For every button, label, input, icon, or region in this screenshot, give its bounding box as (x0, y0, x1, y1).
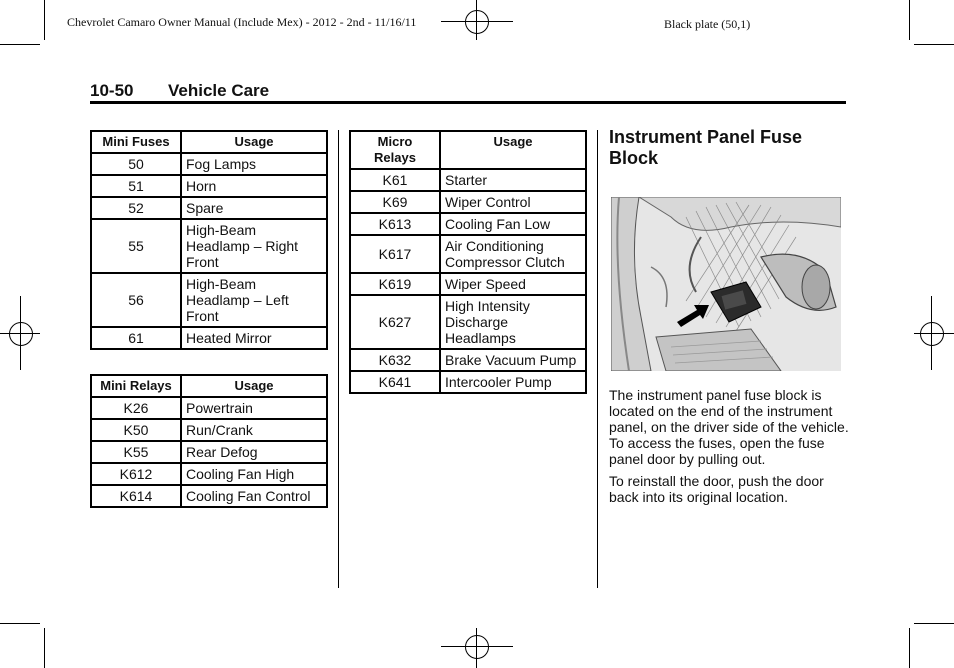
table-row (91, 463, 327, 485)
table-row (91, 175, 327, 197)
column-divider (597, 130, 598, 588)
crop-mark (44, 628, 45, 668)
table-header-row (91, 131, 327, 153)
table-header-row (91, 375, 327, 397)
crop-mark (0, 44, 40, 45)
relay-usage: High Intensity Discharge Headlamps (440, 295, 586, 349)
instrument-panel-paragraph: To reinstall the door, push the door back into its original location. (609, 473, 824, 505)
fuse-usage: High-Beam Headlamp – Left Front (181, 273, 327, 327)
crop-mark (909, 0, 910, 40)
table-row (350, 295, 586, 349)
table-row (91, 219, 327, 273)
mini-fuses-table (90, 130, 328, 350)
table-row (91, 197, 327, 219)
fuse-id: 52 (91, 197, 181, 219)
table-row (91, 153, 327, 175)
column-header: Usage (181, 375, 327, 397)
page-number: 10-50 (90, 81, 134, 100)
table-header-row (350, 131, 586, 169)
fuse-usage: High-Beam Headlamp – Right Front (181, 219, 327, 273)
fuse-usage: Horn (181, 175, 327, 197)
crop-mark (914, 44, 954, 45)
plate-info: Black plate (50,1) (664, 17, 751, 31)
fuse-usage: Heated Mirror (181, 327, 327, 349)
table-row (91, 441, 327, 463)
document-info: Chevrolet Camaro Owner Manual (Include Mex) - 2012 - 2nd - 11/16/11 (67, 15, 417, 29)
registration-circle (9, 322, 33, 346)
relay-id: K627 (350, 295, 440, 349)
column-header: Mini Fuses (91, 131, 181, 153)
relay-id: K50 (91, 419, 181, 441)
relay-usage: Cooling Fan High (181, 463, 327, 485)
instrument-panel-paragraph: The instrument panel fuse block is located on the end of the instrument panel, on the driver side of the vehicle. To access the fuses, open the fuse panel door by pulling out. (609, 387, 849, 467)
relay-usage: Air Conditioning Compressor Clutch (440, 235, 586, 273)
relay-id: K614 (91, 485, 181, 507)
relay-id: K69 (350, 191, 440, 213)
column-divider (338, 130, 339, 588)
section-heading (90, 81, 269, 101)
fuse-id: 61 (91, 327, 181, 349)
mini-relays-table (90, 374, 328, 508)
table-row (91, 397, 327, 419)
crop-mark (0, 623, 40, 624)
relay-id: K617 (350, 235, 440, 273)
relay-usage: Cooling Fan Low (440, 213, 586, 235)
table-row (350, 191, 586, 213)
table-row (350, 169, 586, 191)
relay-id: K612 (91, 463, 181, 485)
crop-mark (909, 628, 910, 668)
crop-mark (44, 0, 45, 40)
relay-usage: Starter (440, 169, 586, 191)
fuse-id: 51 (91, 175, 181, 197)
registration-circle (920, 322, 944, 346)
fuse-id: 56 (91, 273, 181, 327)
relay-id: K26 (91, 397, 181, 419)
relay-id: K61 (350, 169, 440, 191)
micro-relays-table (349, 130, 587, 394)
relay-id: K55 (91, 441, 181, 463)
fuse-id: 50 (91, 153, 181, 175)
relay-id: K641 (350, 371, 440, 393)
fuse-usage: Spare (181, 197, 327, 219)
relay-usage: Rear Defog (181, 441, 327, 463)
relay-usage: Intercooler Pump (440, 371, 586, 393)
section-rule (90, 101, 846, 104)
table-row (350, 349, 586, 371)
relay-usage: Cooling Fan Control (181, 485, 327, 507)
crop-mark (914, 623, 954, 624)
column-header: Micro Relays (350, 131, 440, 169)
relay-usage: Run/Crank (181, 419, 327, 441)
column-header: Mini Relays (91, 375, 181, 397)
table-row (91, 327, 327, 349)
fuse-block-location-illustration (611, 197, 841, 371)
relay-usage: Powertrain (181, 397, 327, 419)
column-header: Usage (181, 131, 327, 153)
instrument-panel-heading: Instrument Panel Fuse Block (609, 127, 803, 168)
table-row (350, 235, 586, 273)
registration-circle (465, 635, 489, 659)
table-row (350, 273, 586, 295)
fuse-usage: Fog Lamps (181, 153, 327, 175)
relay-usage: Wiper Speed (440, 273, 586, 295)
relay-usage: Brake Vacuum Pump (440, 349, 586, 371)
relay-id: K613 (350, 213, 440, 235)
fuse-id: 55 (91, 219, 181, 273)
table-row (91, 273, 327, 327)
column-header: Usage (440, 131, 586, 169)
relay-usage: Wiper Control (440, 191, 586, 213)
section-title: Vehicle Care (168, 81, 270, 100)
relay-id: K619 (350, 273, 440, 295)
table-row (91, 485, 327, 507)
registration-circle (465, 10, 489, 34)
table-row (350, 213, 586, 235)
relay-id: K632 (350, 349, 440, 371)
table-row (91, 419, 327, 441)
table-row (350, 371, 586, 393)
